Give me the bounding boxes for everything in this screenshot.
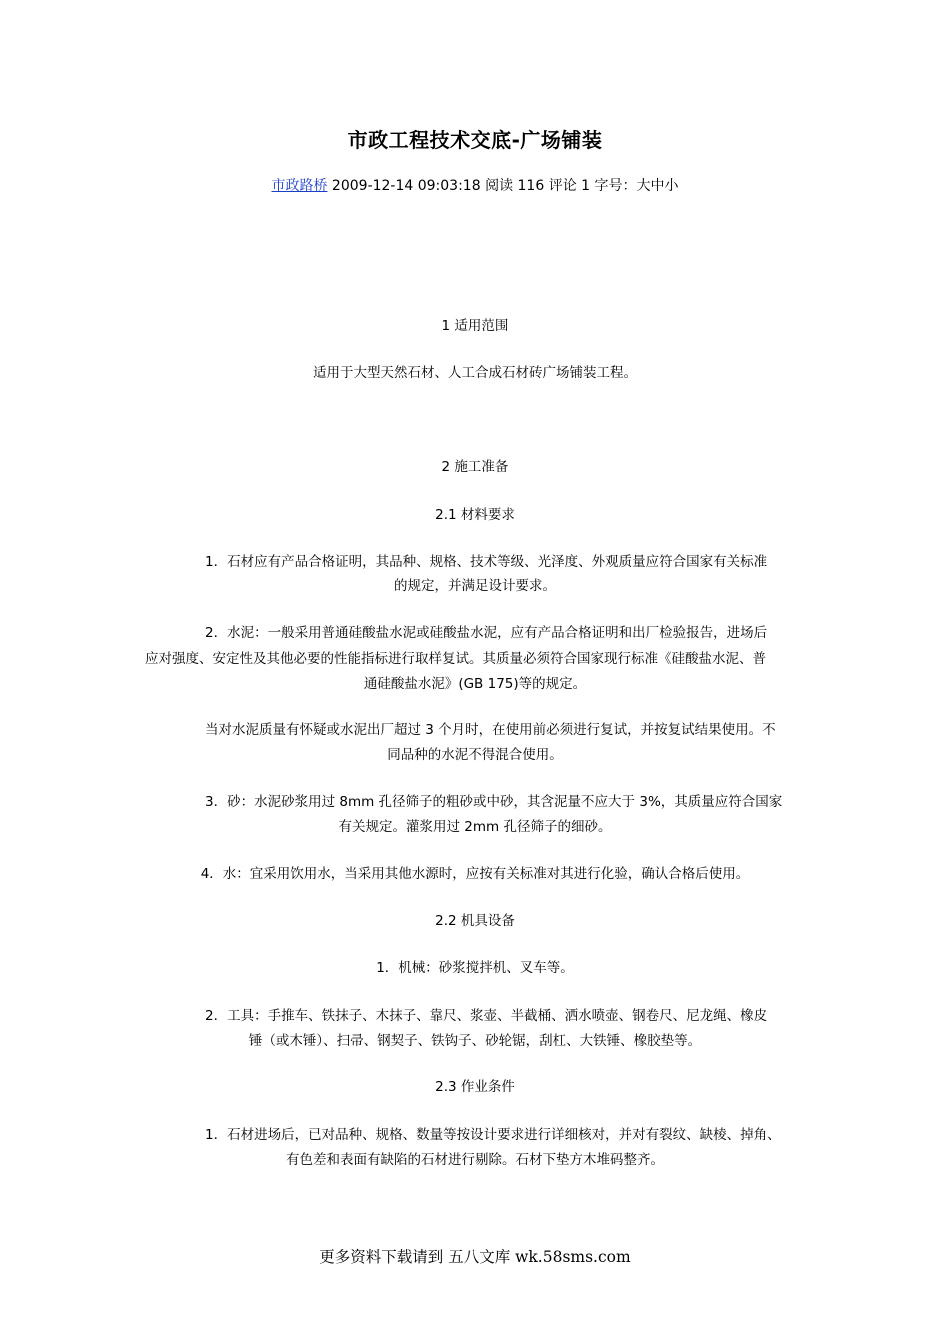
material-item-1-line-2: 的规定，并满足设计要求。 <box>394 578 556 594</box>
material-item-2b-line-2: 同品种的水泥不得混合使用。 <box>387 747 563 763</box>
material-item-3-line-2: 有关规定。灌浆用过 2mm 孔径筛子的细砂。 <box>338 819 612 835</box>
tools-item-1-line-1: 1．机械：砂浆搅拌机、叉车等。 <box>376 960 574 976</box>
material-item-4-line-1: 4．水：宜采用饮用水，当采用其他水源时，应按有关标准对其进行化验，确认合格后使用。 <box>200 866 750 882</box>
section-2-1-heading: 2.1 材料要求 <box>435 507 515 523</box>
section-2-heading: 2 施工准备 <box>441 459 509 475</box>
section-2-2-heading: 2.2 机具设备 <box>435 913 515 929</box>
meta-info: 2009-12-14 09:03:18 阅读 116 评论 1 字号：大中小 <box>327 178 679 194</box>
condition-item-1-line-2: 有色差和表面有缺陷的石材进行剔除。石材下垫方木堆码整齐。 <box>286 1152 664 1168</box>
tools-item-2-line-1: 2．工具：手推车、铁抹子、木抹子、靠尺、浆壶、半截桶、洒水喷壶、钢卷尺、尼龙绳、橡皮 <box>205 1008 768 1024</box>
section-2-3-heading: 2.3 作业条件 <box>435 1079 515 1095</box>
article-meta <box>0 175 950 195</box>
tools-item-2-line-2: 锤（或木锤）、扫帚、钢契子、铁钩子、砂轮锯，刮杠、大铁锤、橡胶垫等。 <box>248 1033 702 1049</box>
condition-item-1-line-1: 1．石材进场后，已对品种、规格、数量等按设计要求进行详细核对，并对有裂纹、缺棱、掉角、 <box>205 1127 781 1143</box>
section-1-heading: 1 适用范围 <box>441 318 509 334</box>
footer-text: 更多资料下载请到 五八文库 wk.58sms.com <box>319 1248 631 1266</box>
author-link[interactable]: 市政路桥 <box>271 178 328 194</box>
material-item-2-line-3: 通硅酸盐水泥》(GB 175)等的规定。 <box>363 676 587 692</box>
material-item-2-line-2: 应对强度、安定性及其他必要的性能指标进行取样复试。其质量必须符合国家现行标准《硅酸盐水泥、普 <box>145 651 766 667</box>
section-1-text: 适用于大型天然石材、人工合成石材砖广场铺装工程。 <box>313 365 637 381</box>
material-item-2-line-1: 2．水泥：一般采用普通硅酸盐水泥或硅酸盐水泥，应有产品合格证明和出厂检验报告，进场后 <box>205 625 768 641</box>
material-item-3-line-1: 3．砂：水泥砂浆用过 8mm 孔径筛子的粗砂或中砂，其含泥量不应大于 3%，其质量应符合国家 <box>205 794 783 810</box>
material-item-2b-line-1: 当对水泥质量有怀疑或水泥出厂超过 3 个月时，在使用前必须进行复试，并按复试结果使用。不 <box>205 722 776 738</box>
page-title: 市政工程技术交底-广场铺装 <box>347 128 603 152</box>
material-item-1-line-1: 1．石材应有产品合格证明，其品种、规格、技术等级、光泽度、外观质量应符合国家有关标准 <box>205 554 768 570</box>
